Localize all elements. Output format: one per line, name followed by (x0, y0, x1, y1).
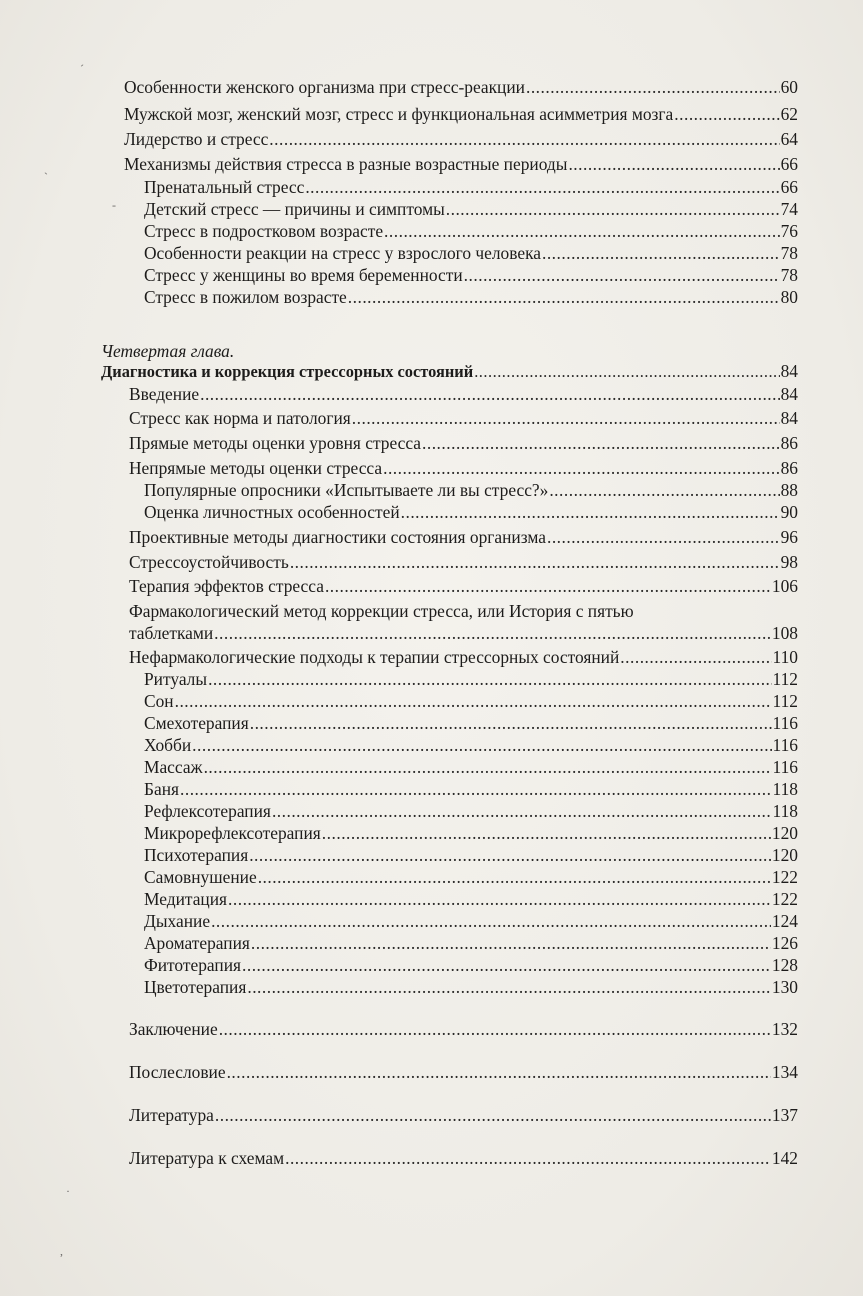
toc-entry-title: Ароматерапия (144, 933, 250, 953)
leader-dots (180, 778, 772, 800)
leader-dots (249, 844, 771, 866)
toc-entry (144, 690, 798, 712)
toc-entry-page: 86 (780, 458, 798, 478)
toc-entry-title: Ритуалы (144, 669, 208, 689)
toc-entry (144, 712, 798, 734)
leader-dots (464, 264, 780, 286)
toc-entry (144, 479, 798, 501)
leader-dots (384, 220, 780, 242)
toc-entry-page: 130 (771, 977, 798, 997)
leader-dots (200, 383, 780, 405)
toc-entry-page: 118 (772, 779, 798, 799)
toc-entry-page: 88 (780, 480, 798, 500)
chapter-page: 84 (780, 361, 798, 381)
scan-speck: ` (44, 170, 48, 184)
leader-dots (219, 1018, 771, 1040)
leader-dots (204, 756, 772, 778)
toc-entry-page: 78 (780, 265, 798, 285)
toc-entry-page: 106 (771, 576, 798, 596)
toc-entry (144, 932, 798, 954)
toc-entry-page: 132 (771, 1019, 798, 1039)
toc-entry (124, 128, 798, 150)
toc-entry-title: Фитотерапия (144, 955, 241, 975)
leader-dots (290, 551, 780, 573)
toc-entry-page: 112 (772, 691, 798, 711)
toc-entry-title-continued: таблетками (129, 623, 214, 643)
leader-dots (568, 153, 779, 175)
toc-entry-page: 116 (772, 735, 798, 755)
toc-entry-title: Особенности женского организма при стресс-реакции (124, 77, 525, 97)
toc-entry-page: 64 (780, 129, 798, 149)
toc-entry-title: Цветотерапия (144, 977, 247, 997)
toc-entry (129, 432, 798, 454)
toc-entry-page: 60 (780, 77, 798, 97)
toc-entry-title: Смехотерапия (144, 713, 249, 733)
toc-entry-title: Стресс у женщины во время беременности (144, 265, 463, 285)
toc-entry (144, 734, 798, 756)
toc-entry-title: Микрорефлексотерапия (144, 823, 321, 843)
toc-entry-title: Стрессоустойчивость (129, 552, 289, 572)
toc-entry-title: Рефлексотерапия (144, 801, 271, 821)
leader-dots (269, 128, 779, 150)
toc-entry-title: Самовнушение (144, 867, 257, 887)
toc-entry (144, 264, 798, 286)
toc-entry (124, 76, 798, 98)
toc-entry-title: Особенности реакции на стресс у взрослого человека (144, 243, 541, 263)
scan-speck: ´ (80, 62, 84, 76)
toc-entry-page: 74 (780, 199, 798, 219)
leader-dots (192, 734, 771, 756)
toc-entry-page: 96 (780, 527, 798, 547)
leader-dots (325, 575, 771, 597)
toc-entry (144, 778, 798, 800)
toc-entry-page: 120 (771, 823, 798, 843)
toc-entry-title: Прямые методы оценки уровня стресса (129, 433, 422, 453)
toc-entry (144, 822, 798, 844)
toc-entry-page: 78 (780, 243, 798, 263)
chapter-title: Диагностика и коррекция стрессорных состояний (101, 362, 474, 381)
toc-entry-page: 86 (780, 433, 798, 453)
scan-speck: , (60, 1244, 63, 1258)
toc-entry-page: 84 (780, 384, 798, 404)
toc-entry-page: 122 (771, 889, 798, 909)
leader-dots (285, 1147, 771, 1169)
toc-entry (129, 1147, 798, 1169)
toc-entry-title: Лидерство и стресс (124, 129, 269, 149)
toc-entry-title: Непрямые методы оценки стресса (129, 458, 383, 478)
leader-dots (272, 800, 772, 822)
toc-entry (129, 526, 798, 548)
toc-entry (144, 866, 798, 888)
toc-entry-page: 126 (771, 933, 798, 953)
toc-entry (144, 286, 798, 308)
toc-entry (129, 646, 798, 668)
toc-entry-page: 108 (771, 623, 798, 643)
toc-entry-page: 118 (772, 801, 798, 821)
leader-dots (227, 1061, 771, 1083)
toc-entry-title: Проективные методы диагностики состояния организма (129, 527, 546, 547)
toc-entry (144, 198, 798, 220)
leader-dots (322, 822, 771, 844)
leader-dots (474, 361, 779, 383)
toc-entry (144, 976, 798, 998)
toc-entry (129, 1104, 798, 1126)
toc-entry-title: Стресс в подростковом возрасте (144, 221, 384, 241)
leader-dots (208, 668, 771, 690)
toc-entry-page: 110 (772, 647, 798, 667)
toc-entry (144, 910, 798, 932)
toc-entry-title: Послесловие (129, 1062, 226, 1082)
leader-dots (211, 910, 771, 932)
toc-entry-title: Детский стресс — причины и симптомы (144, 199, 445, 219)
toc-entry-title: Мужской мозг, женский мозг, стресс и функциональная асимметрия мозга (124, 104, 674, 124)
leader-dots (352, 407, 780, 429)
leader-dots (549, 479, 779, 501)
toc-entry-page: 66 (780, 154, 798, 174)
leader-dots (175, 690, 772, 712)
toc-entry-page: 90 (780, 502, 798, 522)
toc-entry (129, 622, 798, 644)
leader-dots (620, 646, 771, 668)
toc-entry (144, 756, 798, 778)
toc-entry-title: Литература (129, 1105, 214, 1125)
toc-entry-title: Фармакологический метод коррекции стресса, или История с пятью (129, 601, 634, 621)
leader-dots (348, 286, 780, 308)
toc-entry-page: 120 (771, 845, 798, 865)
toc-entry-page: 134 (771, 1062, 798, 1082)
toc-entry-title: Популярные опросники «Испытываете ли вы стресс?» (144, 480, 549, 500)
toc-entry-page: 84 (780, 408, 798, 428)
toc-entry-title: Массаж (144, 757, 203, 777)
toc-entry (129, 1018, 798, 1040)
toc-entry (144, 888, 798, 910)
scan-speck: ‐ (112, 198, 116, 212)
toc-entry-title: Литература к схемам (129, 1148, 285, 1168)
toc-entry (144, 954, 798, 976)
scan-speck: · (66, 1184, 70, 1198)
toc-entry-title: Оценка личностных особенностей (144, 502, 400, 522)
toc-entry-page: 116 (772, 713, 798, 733)
toc-entry-page: 66 (780, 177, 798, 197)
toc-entry-title: Стресс в пожилом возрасте (144, 287, 347, 307)
toc-entry (129, 457, 798, 479)
leader-dots (228, 888, 771, 910)
toc-entry-page: 137 (771, 1105, 798, 1125)
leader-dots (214, 622, 771, 644)
toc-entry-title: Механизмы действия стресса в разные возрастные периоды (124, 154, 568, 174)
leader-dots (242, 954, 771, 976)
leader-dots (526, 76, 780, 98)
toc-entry (129, 383, 798, 405)
toc-entry-title: Заключение (129, 1019, 218, 1039)
toc-entry (144, 844, 798, 866)
toc-entry-title: Нефармакологические подходы к терапии стрессорных состояний (129, 647, 620, 667)
leader-dots (251, 932, 771, 954)
toc-entry-page: 62 (780, 104, 798, 124)
toc-entry-title: Психотерапия (144, 845, 249, 865)
toc-entry-title: Терапия эффектов стресса (129, 576, 324, 596)
toc-entry (129, 551, 798, 573)
leader-dots (215, 1104, 771, 1126)
toc-entry-page: 98 (780, 552, 798, 572)
toc-entry-page: 128 (771, 955, 798, 975)
toc-entry-title: Сон (144, 691, 174, 711)
toc-entry-title: Медитация (144, 889, 228, 909)
toc-entry (124, 153, 798, 175)
toc-entry (144, 800, 798, 822)
toc-entry-page: 142 (771, 1148, 798, 1168)
leader-dots (383, 457, 780, 479)
toc-entry (144, 668, 798, 690)
toc-entry-page: 116 (772, 757, 798, 777)
toc-entry-title: Введение (129, 384, 200, 404)
toc-entry (144, 220, 798, 242)
chapter-label: Четвертая глава. (101, 341, 235, 361)
leader-dots (250, 712, 772, 734)
leader-dots (305, 176, 779, 198)
leader-dots (401, 501, 780, 523)
toc-entry (144, 176, 798, 198)
toc-entry (144, 242, 798, 264)
toc-entry-title: Дыхание (144, 911, 211, 931)
toc-entry (144, 501, 798, 523)
toc-entry-title: Стресс как норма и патология (129, 408, 351, 428)
toc-entry (124, 103, 798, 125)
leader-dots (674, 103, 779, 125)
leader-dots (422, 432, 780, 454)
toc-entry (129, 1061, 798, 1083)
toc-entry-page: 124 (771, 911, 798, 931)
toc-entry (129, 575, 798, 597)
chapter-title-entry (101, 360, 798, 382)
leader-dots (542, 242, 780, 264)
toc-entry (129, 407, 798, 429)
leader-dots (258, 866, 771, 888)
leader-dots (547, 526, 780, 548)
toc-entry-title: Пренатальный стресс (144, 177, 305, 197)
toc-entry-title: Баня (144, 779, 180, 799)
toc-entry-title: Хобби (144, 735, 192, 755)
toc-entry-page: 80 (780, 287, 798, 307)
toc-entry-page: 122 (771, 867, 798, 887)
toc-entry-page: 112 (772, 669, 798, 689)
leader-dots (247, 976, 771, 998)
leader-dots (446, 198, 780, 220)
toc-entry-page: 76 (780, 221, 798, 241)
